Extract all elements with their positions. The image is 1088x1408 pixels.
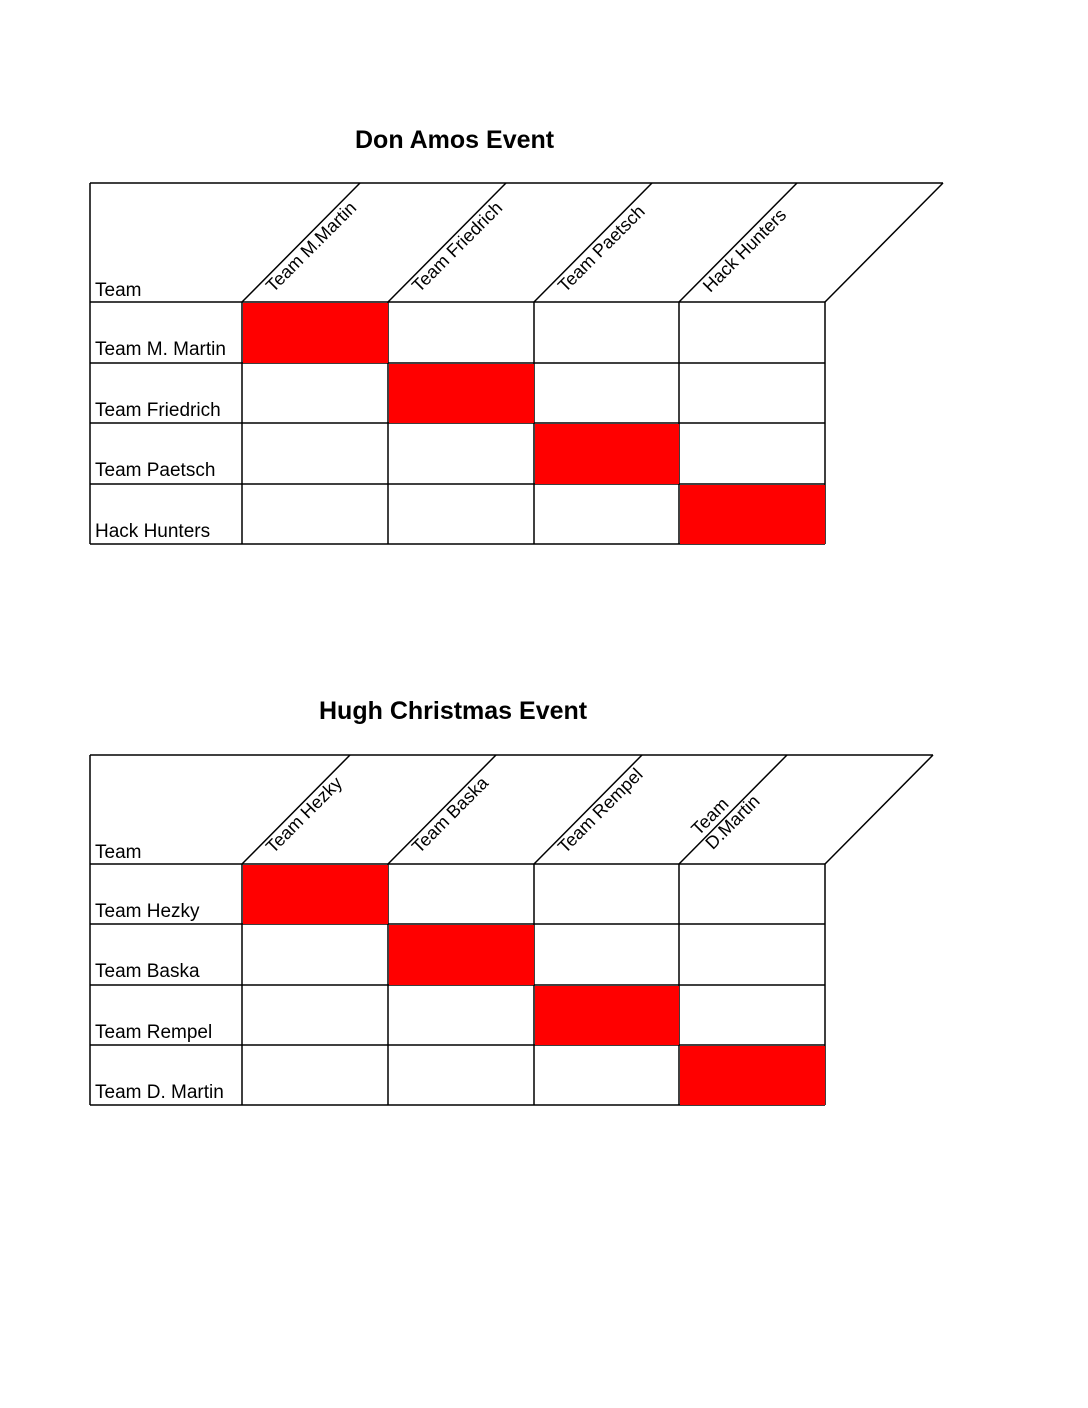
diagonal-cell	[535, 986, 679, 1045]
column-label: Hack Hunters	[698, 204, 791, 296]
row-label: Team M. Martin	[95, 339, 226, 360]
row-label: Team Paetsch	[95, 460, 216, 481]
diagonal-cell	[243, 865, 388, 924]
corner-label: Team	[95, 280, 142, 301]
column-label: Team Paetsch	[553, 201, 649, 296]
row-label: Team Hezky	[95, 901, 200, 922]
column-label: Team Baska	[407, 772, 493, 857]
row-label: Hack Hunters	[95, 521, 211, 542]
column-label: Team Friedrich	[407, 197, 507, 296]
column-label: Team Rempel	[553, 764, 647, 857]
corner-label: Team	[95, 842, 142, 863]
column-label: Team D.Martin	[687, 790, 764, 854]
table-title: Don Amos Event	[355, 126, 555, 154]
row-label: Team Rempel	[95, 1022, 213, 1043]
row-label: Team Baska	[95, 961, 200, 982]
column-label: Team M.Martin	[261, 197, 361, 296]
table-title: Hugh Christmas Event	[319, 697, 588, 725]
diagonal-cell	[389, 925, 534, 985]
row-label: Team Friedrich	[95, 400, 221, 421]
column-label: Team Hezky	[261, 772, 347, 857]
row-label: Team D. Martin	[95, 1082, 224, 1103]
diagonal-cell	[680, 1046, 825, 1105]
